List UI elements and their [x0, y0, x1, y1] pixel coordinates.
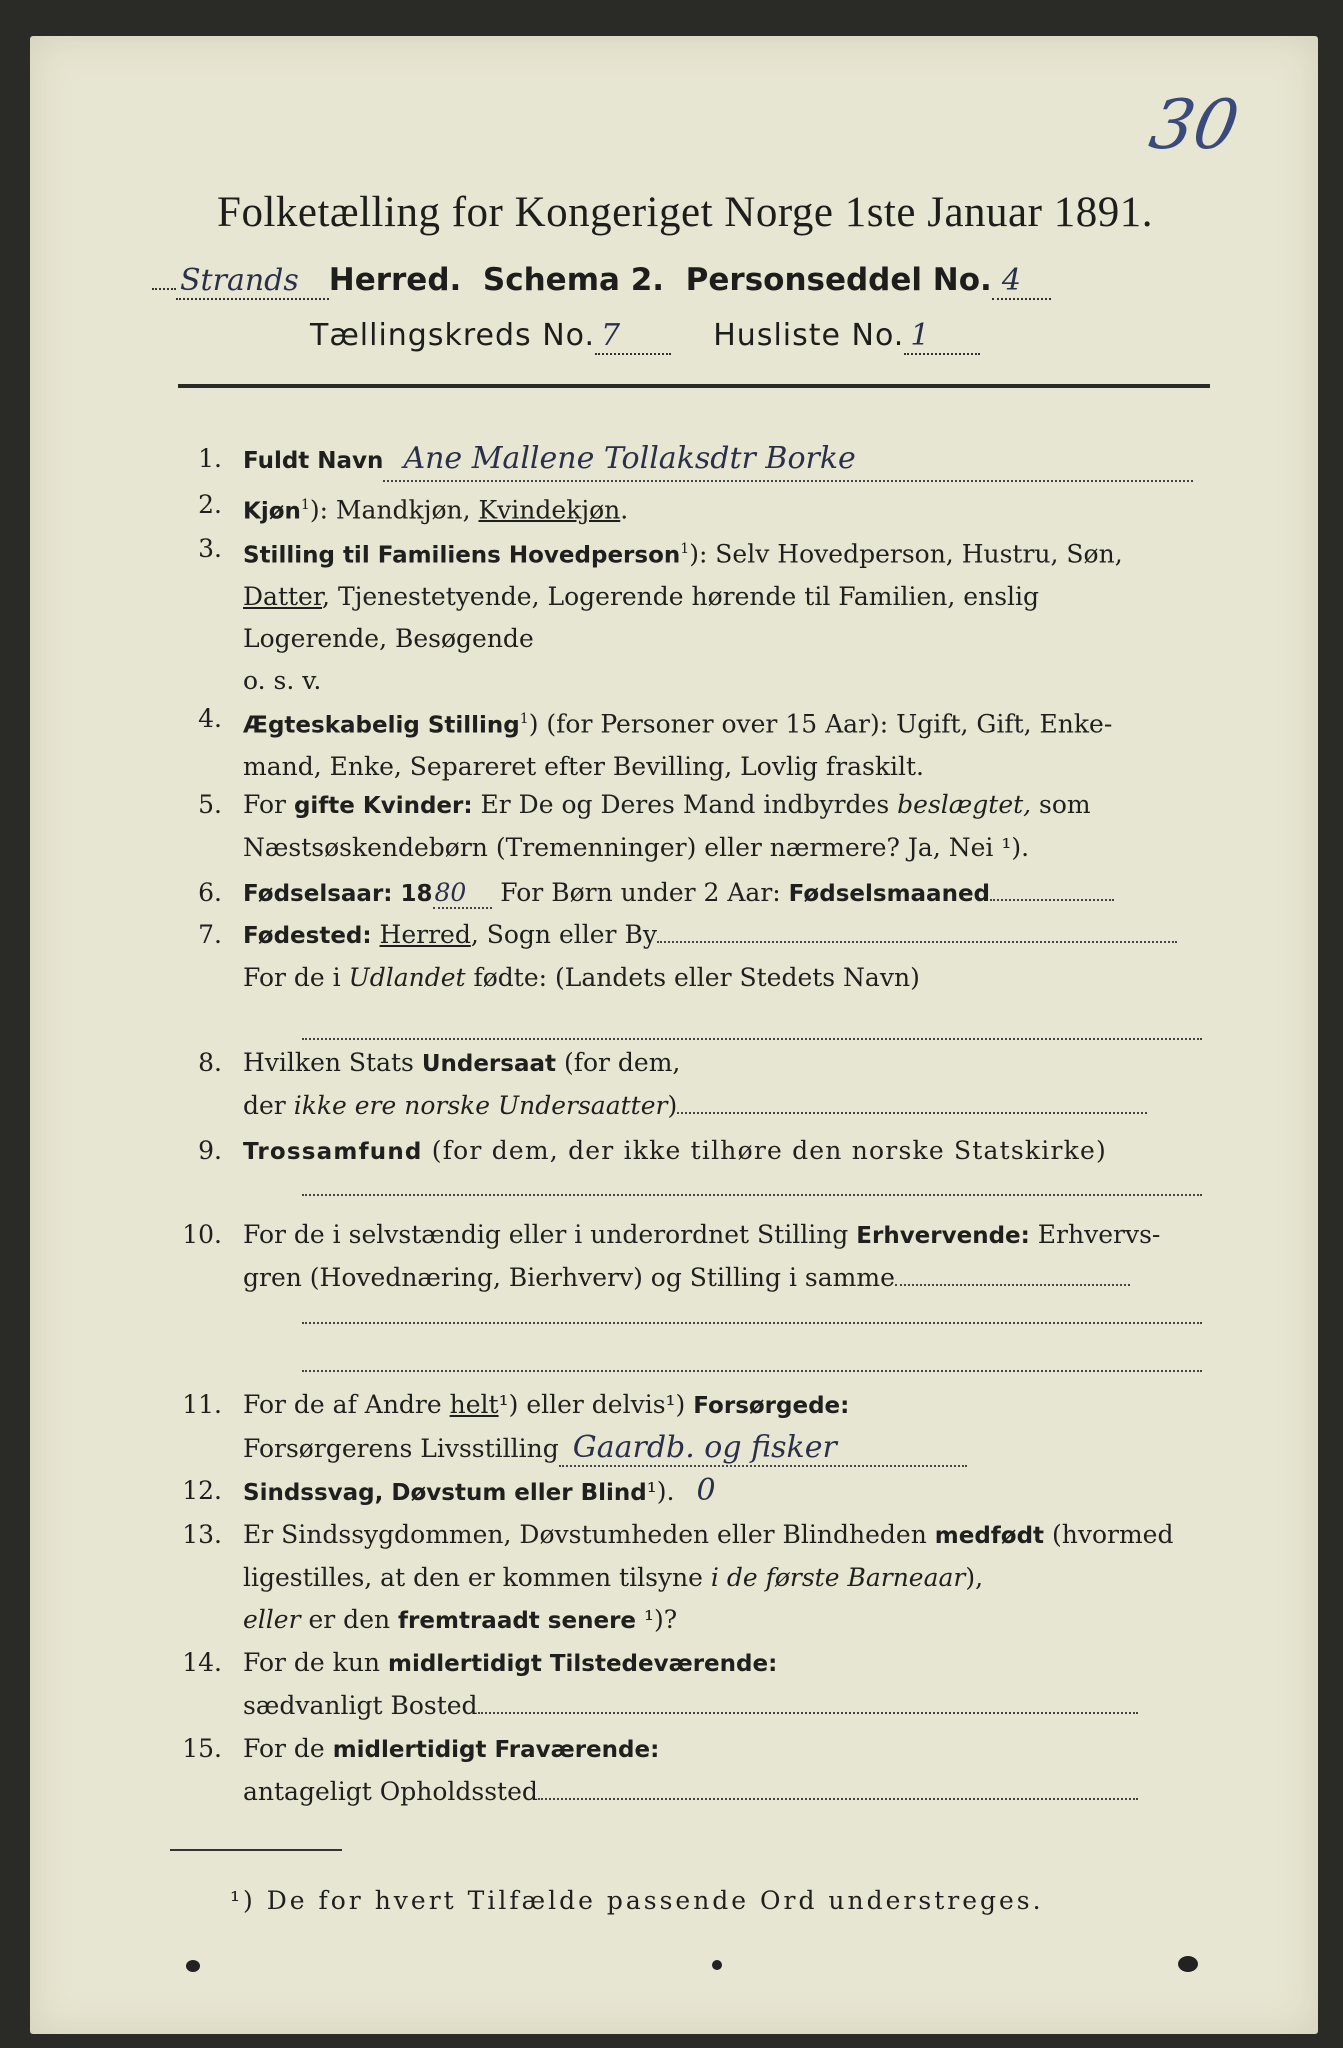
item-number: 9. [198, 1136, 222, 1165]
bleed-mark [186, 1960, 200, 1972]
full-name-value: Ane Mallene Tollaksdtr Borke [383, 438, 1193, 482]
birthplace-selected: Herred [379, 920, 471, 949]
schema-label: Schema 2. [482, 262, 665, 298]
item-text: eller [243, 1605, 301, 1634]
header-line-kreds [310, 318, 1130, 364]
item-number: 14. [182, 1648, 222, 1677]
item-label: medfødt [934, 1523, 1045, 1549]
item-text: ): Selv Hovedperson, Hustru, Søn, [689, 539, 1123, 569]
item-text: ikke ere norske Undersaatter [293, 1091, 668, 1120]
item-text: (for dem, [556, 1048, 681, 1077]
item-label: Ægteskabelig Stilling [243, 712, 520, 739]
item-text: gren (Hovednæring, Bierhverv) og Stilling i samme [243, 1263, 895, 1292]
item-number: 15. [182, 1734, 222, 1763]
item-number: 5. [198, 790, 222, 819]
item-text: . [620, 495, 629, 525]
item-number: 8. [198, 1048, 222, 1077]
item-number: 10. [182, 1220, 222, 1249]
gender-selected: Kvindekjøn [478, 495, 621, 525]
blank-line [302, 1194, 1202, 1196]
item-text: ligestilles, at den er kommen tilsyne [243, 1563, 711, 1592]
item-label: Stilling til Familiens Hovedperson [243, 542, 681, 569]
item-text: ¹) eller delvis¹) [498, 1390, 694, 1419]
item-text: antageligt Opholdssted [243, 1777, 538, 1806]
item-text: For de af Andre [243, 1390, 450, 1419]
item-label: gifte Kvinder: [293, 793, 473, 819]
page-number-handwritten: 30 [1144, 86, 1245, 165]
item-text: mand, Enke, Separeret efter Bevilling, Lovlig fraskilt. [243, 752, 924, 782]
item-text: ¹)? [636, 1605, 678, 1634]
item-label: Sindssvag, Døvstum eller Blind [243, 1480, 647, 1506]
item-text: Er Sindssygdommen, Døvstumheden eller Blindheden [243, 1520, 935, 1549]
item-text: o. s. v. [243, 666, 322, 696]
item-label: Fuldt Navn [243, 448, 384, 474]
item-text: For de i selvstændig eller i underordnet Stilling [243, 1220, 857, 1249]
item-text: Logerende, Besøgende [243, 624, 534, 654]
birth-year-value: 80 [433, 878, 493, 909]
herred-label: Herred. [328, 262, 462, 298]
blank-line [302, 1370, 1202, 1372]
item-number: 12. [182, 1476, 222, 1505]
item-text: som [1031, 790, 1091, 819]
provider-occupation-value: Gaardb. og fisker [559, 1430, 967, 1467]
item-label: Trossamfund [243, 1139, 423, 1165]
item-number: 1. [198, 444, 222, 473]
item-label: midlertidigt Tilstedeværende: [387, 1651, 778, 1677]
kreds-label: Tællingskreds No. [310, 318, 595, 353]
item-text: ) (for Personer over 15 Aar): Ugift, Gift, Enke- [528, 709, 1113, 739]
bleed-mark [712, 1960, 722, 1970]
disability-value: 0 [696, 1473, 716, 1508]
item-text: For de [243, 1734, 333, 1763]
item-text: sædvanligt Bosted [243, 1691, 478, 1720]
item-number: 13. [182, 1520, 222, 1549]
item-text: ): Mandkjøn, [309, 495, 479, 525]
blank-line [302, 1322, 1202, 1324]
item-text: fødte: (Landets eller Stedets Navn) [465, 963, 920, 992]
item-label: Forsørgede: [693, 1393, 850, 1419]
item-text: i de første Barneaar [710, 1563, 966, 1592]
dependent-selected: helt [449, 1390, 499, 1419]
item-text: ¹). [646, 1477, 675, 1506]
item-text: For de i [243, 963, 349, 992]
item-text: Næstsøskendebørn (Tremenninger) eller nærmere? Ja, Nei ¹). [243, 833, 1030, 862]
item-text: beslægtet, [897, 790, 1032, 819]
item-text: For Børn under 2 Aar: [492, 878, 789, 907]
kreds-value: 7 [595, 318, 671, 355]
item-text: (hvormed [1044, 1520, 1174, 1549]
footnote-ref: 1 [300, 497, 310, 513]
herred-value: Strands [176, 263, 329, 300]
item-label: Fødested: [243, 923, 372, 949]
item-text: , Sogn eller By [470, 920, 657, 949]
position-selected: Datter [243, 582, 323, 612]
item-text: der [243, 1091, 294, 1120]
header-divider [178, 384, 1210, 388]
bleed-mark [1178, 1956, 1198, 1972]
item-label: Fødselsmaaned [788, 881, 991, 907]
husliste-value: 1 [904, 318, 980, 355]
item-label: midlertidigt Fraværende: [332, 1737, 660, 1763]
item-text: ), [965, 1563, 984, 1592]
item-number: 6. [198, 878, 222, 907]
header-line-herred [152, 262, 1224, 308]
item-number: 3. [198, 534, 222, 563]
item-label: Kjøn [243, 498, 301, 525]
item-number: 11. [182, 1390, 222, 1419]
item-text: Hvilken Stats [243, 1048, 422, 1077]
item-number: 7. [198, 920, 222, 949]
item-label: Erhvervende: [856, 1223, 1030, 1249]
item-text: (for dem, der ikke tilhøre den norske Statskirke) [422, 1136, 1107, 1165]
footnote: ¹) De for hvert Tilfælde passende Ord understreges. [230, 1886, 1044, 1915]
item-number: 4. [198, 704, 222, 733]
item-text: Forsørgerens Livsstilling [243, 1434, 559, 1463]
item-label: Undersaat [421, 1051, 556, 1077]
husliste-label: Husliste No. [713, 318, 905, 353]
item-text: , Tjenestetyende, Logerende hørende til Familien, enslig [322, 582, 1040, 612]
item-number: 2. [198, 490, 222, 519]
item-text: er den [300, 1605, 399, 1634]
item-text: ) [667, 1091, 678, 1120]
item-label: fremtraadt senere [398, 1608, 637, 1634]
form-title: Folketælling for Kongeriget Norge 1ste Januar 1891. [217, 189, 1153, 236]
footnote-divider [170, 1849, 342, 1851]
personseddel-label: Personseddel No. [685, 262, 992, 298]
item-text: For [243, 790, 294, 819]
item-text: For de kun [243, 1648, 388, 1677]
personseddel-value: 4 [992, 263, 1051, 300]
item-text: Udlandet [348, 963, 466, 992]
item-label: Fødselsaar: 18 [243, 881, 433, 907]
item-text: Er De og Deres Mand indbyrdes [472, 790, 898, 819]
blank-line [302, 1038, 1202, 1040]
item-text: Erhvervs- [1029, 1220, 1161, 1249]
